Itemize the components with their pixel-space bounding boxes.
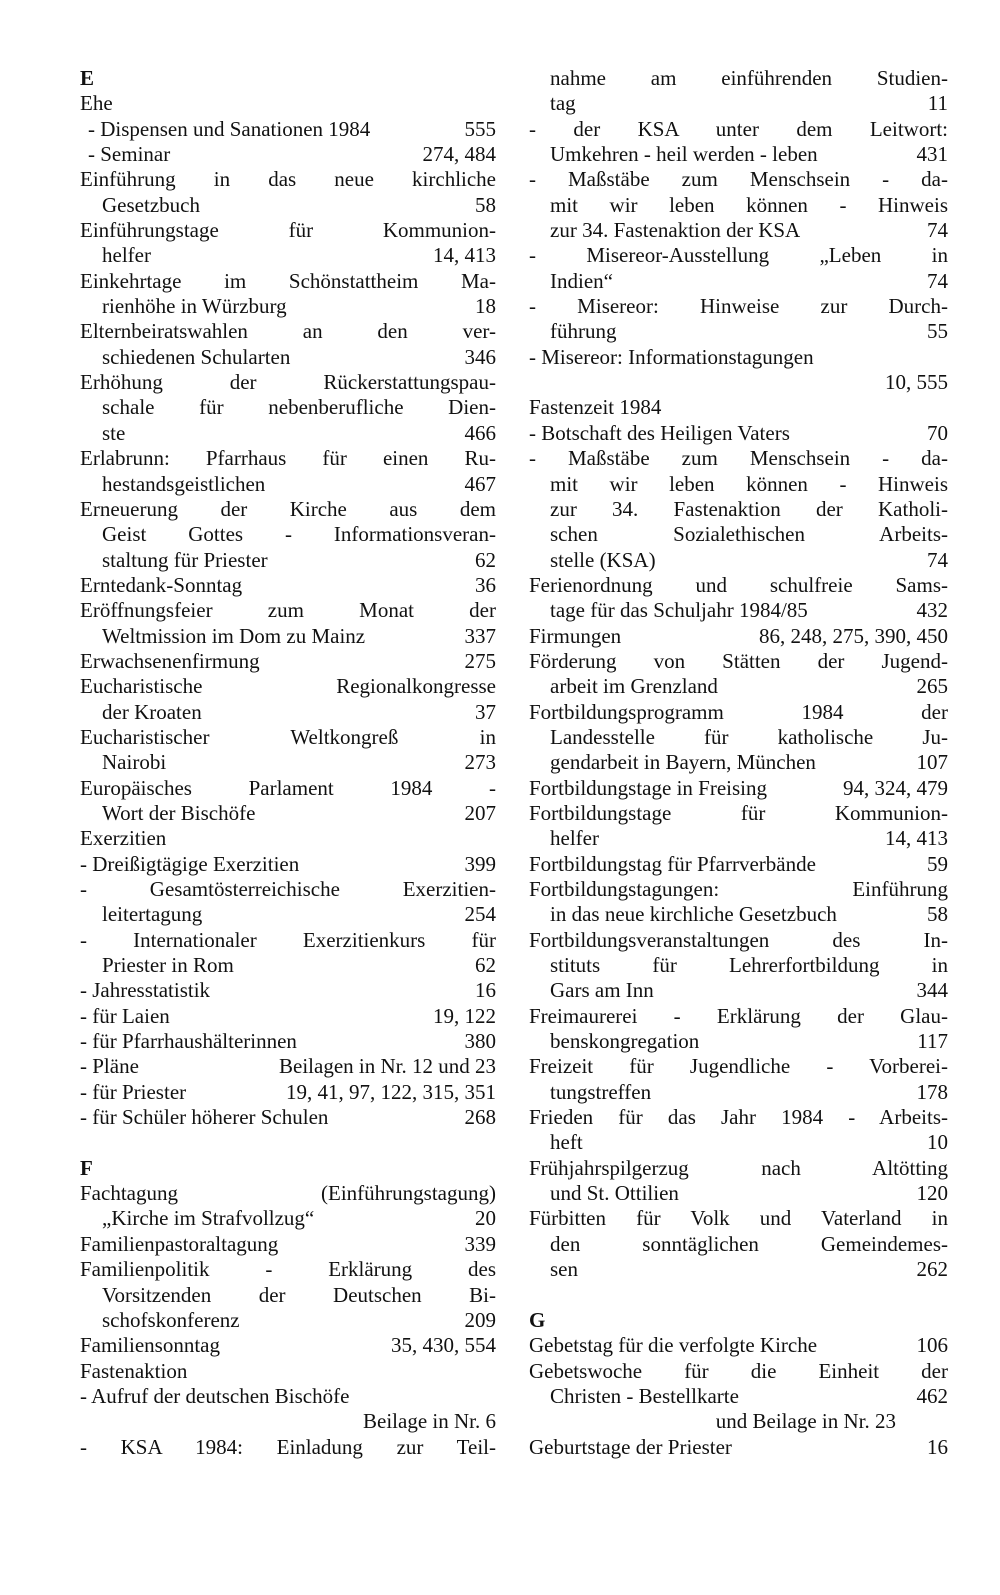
entry-text: Frühjahrspilgerzug nach Altötting [529, 1155, 948, 1180]
entry-text: - Misereor-Ausstellung „Leben in [529, 243, 948, 268]
entry-text: Erhöhung der Rückerstattungspau- [80, 370, 496, 395]
entry-text: Erwachsenenfirmung [80, 648, 260, 673]
page-reference: 399 [464, 851, 496, 876]
entry-text: Familienpolitik - Erklärung des [80, 1257, 496, 1282]
page-reference: 74 [927, 547, 948, 572]
index-entry-line [529, 522, 948, 547]
index-entry-line [529, 243, 948, 268]
entry-text: Umkehren - heil werden - leben [550, 142, 818, 167]
entry-text: Förderung von Stätten der Jugend- [529, 648, 948, 673]
entry-text: Fastenzeit 1984 [529, 395, 662, 420]
entry-text: stituts für Lehrerfortbildung in [550, 953, 948, 978]
section-spacer [80, 1130, 496, 1155]
index-entry-line [80, 1308, 496, 1333]
entry-text: Ferienordnung und schulfreie Sams- [529, 572, 948, 597]
index-entry-line [529, 801, 948, 826]
index-entry-line [529, 1054, 948, 1079]
index-entry-line [529, 421, 948, 446]
entry-text: tag [550, 91, 576, 116]
index-entry-line [529, 700, 948, 725]
entry-text: zur 34. Fastenaktion der Katholi- [550, 496, 948, 521]
index-entry-line [80, 497, 496, 522]
page-reference: 18 [475, 294, 496, 319]
entry-text: heft [550, 1130, 583, 1155]
index-entry-line [80, 269, 496, 294]
index-entry-line [80, 700, 496, 725]
index-entry-continuation [80, 1409, 496, 1434]
index-entry-line [529, 953, 948, 978]
page-reference: 74 [927, 268, 948, 293]
index-entry-line [529, 1435, 948, 1460]
index-entry-line [80, 472, 496, 497]
entry-text: und St. Ottilien [550, 1181, 679, 1206]
index-entry-line [529, 877, 948, 902]
index-entry-line [80, 1283, 496, 1308]
index-entry-line [80, 142, 496, 167]
entry-text: - Internationaler Exerzitienkurs für [80, 927, 496, 952]
entry-text: „Kirche im Strafvollzug“ [102, 1206, 315, 1231]
entry-text: Erntedank-Sonntag [80, 572, 243, 597]
page-reference: 14, 413 [885, 826, 948, 851]
index-entry-line [529, 776, 948, 801]
entry-text: - Aufruf der deutschen Bischöfe [80, 1383, 350, 1408]
entry-reference: und Beilage in Nr. 23 [715, 1409, 896, 1434]
index-entry-line [529, 674, 948, 699]
entry-text: rienhöhe in Würzburg [102, 294, 287, 319]
entry-text: - Misereor: Informationstagungen [529, 344, 814, 369]
entry-text: - Maßstäbe zum Menschsein - da- [529, 167, 948, 192]
entry-text: - der KSA unter dem Leitwort: [529, 116, 948, 141]
page-reference: 11 [927, 91, 948, 116]
index-entry-line [529, 472, 948, 497]
index-entry-line [529, 852, 948, 877]
entry-text: staltung für Priester [102, 547, 268, 572]
index-entry-line [529, 725, 948, 750]
entry-text: - für Pfarrhaushälterinnen [80, 1029, 297, 1054]
entry-text: führung [550, 319, 617, 344]
entry-text: leitertagung [102, 902, 203, 927]
index-entry-line [80, 1232, 496, 1257]
section-letter-heading [80, 66, 496, 91]
index-entry-line [529, 294, 948, 319]
entry-text: arbeit im Grenzland [550, 674, 718, 699]
page-reference: 432 [916, 598, 948, 623]
entry-text: Fortbildungsprogramm 1984 der [529, 699, 948, 724]
page-reference: 467 [464, 471, 496, 496]
index-entry-line [80, 1206, 496, 1231]
index-entry-line [80, 1384, 496, 1409]
section-letter-heading [529, 1308, 948, 1333]
entry-text: Indien“ [550, 268, 613, 293]
entry-text: Frieden für das Jahr 1984 - Arbeits- [529, 1105, 948, 1130]
entry-text: Elternbeiratswahlen an den ver- [80, 319, 496, 344]
entry-text: tage für das Schuljahr 1984/85 [550, 598, 808, 623]
entry-text: - Dreißigtägige Exerzitien [80, 851, 300, 876]
index-entry-line [80, 446, 496, 471]
entry-text: stelle (KSA) [550, 547, 656, 572]
page-reference: 62 [475, 953, 496, 978]
page-reference: 555 [464, 116, 496, 141]
entry-text: Fortbildungstag für Pfarrverbände [529, 851, 816, 876]
entry-text: Geist Gottes - Informationsveran- [102, 522, 496, 547]
index-entry-line [80, 1257, 496, 1282]
entry-text: Eucharistische Regionalkongresse [80, 674, 496, 699]
index-entry-line [80, 598, 496, 623]
entry-text: Landesstelle für katholische Ju- [550, 724, 948, 749]
page-reference: 120 [916, 1181, 948, 1206]
index-entry-line [529, 1105, 948, 1130]
page-reference: 380 [464, 1029, 496, 1054]
entry-text: mit wir leben können - Hinweis [550, 471, 948, 496]
entry-text: Vorsitzenden der Deutschen Bi- [102, 1282, 496, 1307]
entry-text: Gebetswoche für die Einheit der [529, 1358, 948, 1383]
page-reference: 16 [927, 1434, 948, 1459]
entry-text: Einkehrtage im Schönstattheim Ma- [80, 268, 496, 293]
entry-text: Fortbildungstage in Freising [529, 775, 767, 800]
index-entry-line [80, 649, 496, 674]
index-entry-line [529, 446, 948, 471]
index-entry-line [529, 573, 948, 598]
entry-text: schofskonferenz [102, 1307, 240, 1332]
entry-text: Einführungstage für Kommunion- [80, 218, 496, 243]
index-entry-line [80, 395, 496, 420]
page-reference: 462 [916, 1383, 948, 1408]
entry-text: Freimaurerei - Erklärung der Glau- [529, 1003, 948, 1028]
index-entry-line [80, 421, 496, 446]
index-entry-line [529, 167, 948, 192]
entry-text: Erneuerung der Kirche aus dem [80, 496, 496, 521]
entry-reference: Beilage in Nr. 6 [363, 1409, 496, 1434]
index-entry-line [80, 1054, 496, 1079]
entry-text: benskongregation [550, 1029, 700, 1054]
entry-text: Nairobi [102, 750, 167, 775]
index-entry-line [529, 750, 948, 775]
index-entry-line [529, 978, 948, 1003]
entry-text: Fortbildungstagungen: Einführung [529, 877, 948, 901]
index-entry-continuation [529, 1409, 948, 1434]
index-entry-line [529, 1384, 948, 1409]
page-reference: 20 [475, 1206, 496, 1231]
index-entry-line [529, 1333, 948, 1358]
entry-text: Geburtstage der Priester [529, 1434, 732, 1459]
entry-text: Wort der Bischöfe [102, 800, 256, 825]
index-entry-line [80, 522, 496, 547]
index-entry-line [529, 548, 948, 573]
entry-reference: 10, 555 [885, 370, 948, 395]
entry-text: Einführung in das neue kirchliche [80, 167, 496, 192]
index-entry-line [80, 624, 496, 649]
entry-text: Fastenaktion [80, 1358, 188, 1383]
entry-text: - für Priester [80, 1079, 187, 1104]
entry-text: - Gesamtösterreichische Exerzitien- [80, 877, 496, 901]
page-reference: 86, 248, 275, 390, 450 [759, 623, 948, 648]
page-reference: 339 [464, 1231, 496, 1256]
entry-text: Gebetstag für die verfolgte Kirche [529, 1333, 818, 1358]
index-entry-line [529, 1080, 948, 1105]
page-reference: 431 [916, 142, 948, 167]
index-entry-line [529, 649, 948, 674]
index-entry-line [529, 1130, 948, 1155]
index-entry-line [80, 953, 496, 978]
index-entry-line [529, 193, 948, 218]
index-entry-line [80, 1004, 496, 1029]
entry-text: schiedenen Schularten [102, 344, 291, 369]
page-reference: 36 [475, 572, 496, 597]
page-reference: 337 [464, 623, 496, 648]
index-entry-line [80, 117, 496, 142]
entry-text: in das neue kirchliche Gesetzbuch [550, 902, 837, 927]
page-reference: 19, 122 [433, 1003, 496, 1028]
index-entry-line [529, 928, 948, 953]
entry-text: - Pläne [80, 1054, 139, 1079]
section-letter: E [80, 66, 95, 90]
page-reference: 59 [927, 851, 948, 876]
index-entry-line [529, 1029, 948, 1054]
page-reference: 268 [464, 1105, 496, 1130]
index-entry-line [80, 1333, 496, 1358]
entry-text: Gars am Inn [550, 978, 654, 1003]
entry-text: Freizeit für Jugendliche - Vorberei- [529, 1054, 948, 1079]
index-entry-line [529, 142, 948, 167]
page-reference: 62 [475, 547, 496, 572]
entry-text: zur 34. Fastenaktion der KSA [550, 218, 801, 243]
page-reference: 262 [916, 1257, 948, 1282]
page-reference: 209 [464, 1307, 496, 1332]
page-reference: 254 [464, 902, 496, 927]
entry-text: Exerzitien [80, 826, 167, 851]
index-entry-line [80, 218, 496, 243]
index-entry-line [80, 1435, 496, 1460]
page-reference: 37 [475, 699, 496, 724]
entry-text: - für Schüler höherer Schulen [80, 1105, 329, 1130]
index-entry-line [529, 1181, 948, 1206]
entry-text: tungstreffen [550, 1079, 652, 1104]
page-reference: 55 [927, 319, 948, 344]
index-entry-line [80, 826, 496, 851]
page-reference: 35, 430, 554 [391, 1333, 496, 1358]
page-reference: 117 [917, 1029, 948, 1054]
entry-text: gendarbeit in Bayern, München [550, 750, 816, 775]
index-entry-line [529, 1232, 948, 1257]
page-reference: 178 [916, 1079, 948, 1104]
index-entry-line [80, 345, 496, 370]
page-reference: 274, 484 [422, 142, 496, 167]
entry-text: Familienpastoraltagung [80, 1231, 279, 1256]
entry-text: Weltmission im Dom zu Mainz [102, 623, 366, 648]
entry-text: schen Sozialethischen Arbeits- [550, 522, 948, 547]
index-entry-line [529, 1359, 948, 1384]
index-entry-continuation [529, 370, 948, 395]
index-entry-line [80, 1080, 496, 1105]
index-entry-line [529, 1257, 948, 1282]
entry-text: Eröffnungsfeier zum Monat der [80, 598, 496, 623]
page-reference: 275 [464, 648, 496, 673]
index-entry-line [80, 725, 496, 750]
index-entry-line [529, 497, 948, 522]
page-reference: 14, 413 [433, 243, 496, 268]
page-reference: 344 [916, 978, 948, 1003]
entry-text: den sonntäglichen Gemeindemes- [550, 1231, 948, 1256]
index-entry-line [80, 801, 496, 826]
index-entry-line [80, 877, 496, 902]
index-entry-line [80, 978, 496, 1003]
entry-text: - Maßstäbe zum Menschsein - da- [529, 446, 948, 471]
entry-text: Gesetzbuch [102, 192, 200, 217]
page-reference: 74 [927, 218, 948, 243]
entry-text: - Botschaft des Heiligen Vaters [529, 420, 790, 445]
index-entry-line [529, 66, 948, 91]
entry-text: - Jahresstatistik [80, 978, 211, 1003]
index-entry-line [529, 598, 948, 623]
page-reference: 58 [475, 192, 496, 217]
index-entry-line [80, 319, 496, 344]
index-entry-line [80, 167, 496, 192]
entry-text: Erlabrunn: Pfarrhaus für einen Ru- [80, 446, 496, 471]
entry-text: ste [102, 420, 126, 445]
index-entry-line [80, 91, 496, 116]
index-entry-line [80, 1105, 496, 1130]
index-entry-line [529, 319, 948, 344]
section-letter: G [529, 1307, 546, 1332]
entry-text: Christen - Bestellkarte [550, 1383, 739, 1408]
index-entry-line [80, 902, 496, 927]
index-entry-line [80, 193, 496, 218]
page-reference: 16 [475, 978, 496, 1003]
index-entry-line [529, 395, 948, 420]
page-reference: 106 [916, 1333, 948, 1358]
page-reference: 207 [464, 800, 496, 825]
index-entry-line [80, 573, 496, 598]
page-reference: Beilagen in Nr. 12 und 23 [279, 1054, 496, 1079]
index-entry-line [529, 269, 948, 294]
entry-text: - Dispensen und Sanationen 1984 [88, 116, 371, 141]
section-letter-heading [80, 1156, 496, 1181]
index-column-left [80, 66, 496, 1460]
page-reference: 94, 324, 479 [843, 775, 948, 800]
index-entry-line [529, 826, 948, 851]
index-entry-line [529, 1156, 948, 1181]
page-reference: 10 [927, 1130, 948, 1155]
index-entry-line [80, 750, 496, 775]
index-entry-line [80, 294, 496, 319]
entry-text: mit wir leben können - Hinweis [550, 192, 948, 217]
index-entry-line [529, 902, 948, 927]
index-entry-line [80, 1181, 496, 1206]
index-entry-line [80, 674, 496, 699]
index-entry-line [529, 1004, 948, 1029]
entry-text: der Kroaten [102, 699, 202, 724]
entry-text: Ehe [80, 91, 113, 116]
entry-text: hestandsgeistlichen [102, 471, 266, 496]
entry-text: - Misereor: Hinweise zur Durch- [529, 294, 948, 319]
index-entry-line [80, 370, 496, 395]
entry-text: Fürbitten für Volk und Vaterland in [529, 1206, 948, 1231]
page-reference: 466 [464, 420, 496, 445]
page-reference: 70 [927, 420, 948, 445]
entry-text: schale für nebenberufliche Dien- [102, 395, 496, 420]
index-entry-line [80, 548, 496, 573]
entry-text: nahme am einführenden Studien- [550, 66, 948, 90]
entry-text: helfer [550, 826, 599, 851]
index-entry-line [529, 117, 948, 142]
index-entry-line [529, 1206, 948, 1231]
index-entry-line [80, 1359, 496, 1384]
page-reference: 346 [464, 344, 496, 369]
entry-text: - Seminar [88, 142, 171, 167]
index-entry-line [529, 91, 948, 116]
page-reference: 273 [464, 750, 496, 775]
entry-text: Fortbildungstage für Kommunion- [529, 800, 948, 825]
entry-text: helfer [102, 243, 151, 268]
entry-text: Familiensonntag [80, 1333, 220, 1358]
index-entry-line [529, 345, 948, 370]
entry-text: Fachtagung (Einführungstagung) [80, 1181, 496, 1206]
index-entry-line [80, 928, 496, 953]
section-spacer [529, 1283, 948, 1308]
section-letter: F [80, 1155, 93, 1180]
page-reference: 58 [927, 902, 948, 927]
entry-text: Eucharistischer Weltkongreß in [80, 724, 496, 749]
page-reference: 107 [916, 750, 948, 775]
index-entry-line [80, 852, 496, 877]
index-entry-line [80, 1029, 496, 1054]
entry-text: Firmungen [529, 623, 622, 648]
page-reference: 19, 41, 97, 122, 315, 351 [286, 1079, 496, 1104]
index-column-right [529, 66, 948, 1460]
page-reference: 265 [916, 674, 948, 699]
index-entry-line [529, 624, 948, 649]
index-entry-line [529, 218, 948, 243]
entry-text: Fortbildungsveranstaltungen des In- [529, 927, 948, 952]
entry-text: - KSA 1984: Einladung zur Teil- [80, 1434, 496, 1459]
entry-text: sen [550, 1257, 578, 1282]
index-entry-line [80, 776, 496, 801]
entry-text: Europäisches Parlament 1984 - [80, 775, 496, 800]
entry-text: - für Laien [80, 1003, 170, 1028]
entry-text: Priester in Rom [102, 953, 234, 978]
index-entry-line [80, 243, 496, 268]
